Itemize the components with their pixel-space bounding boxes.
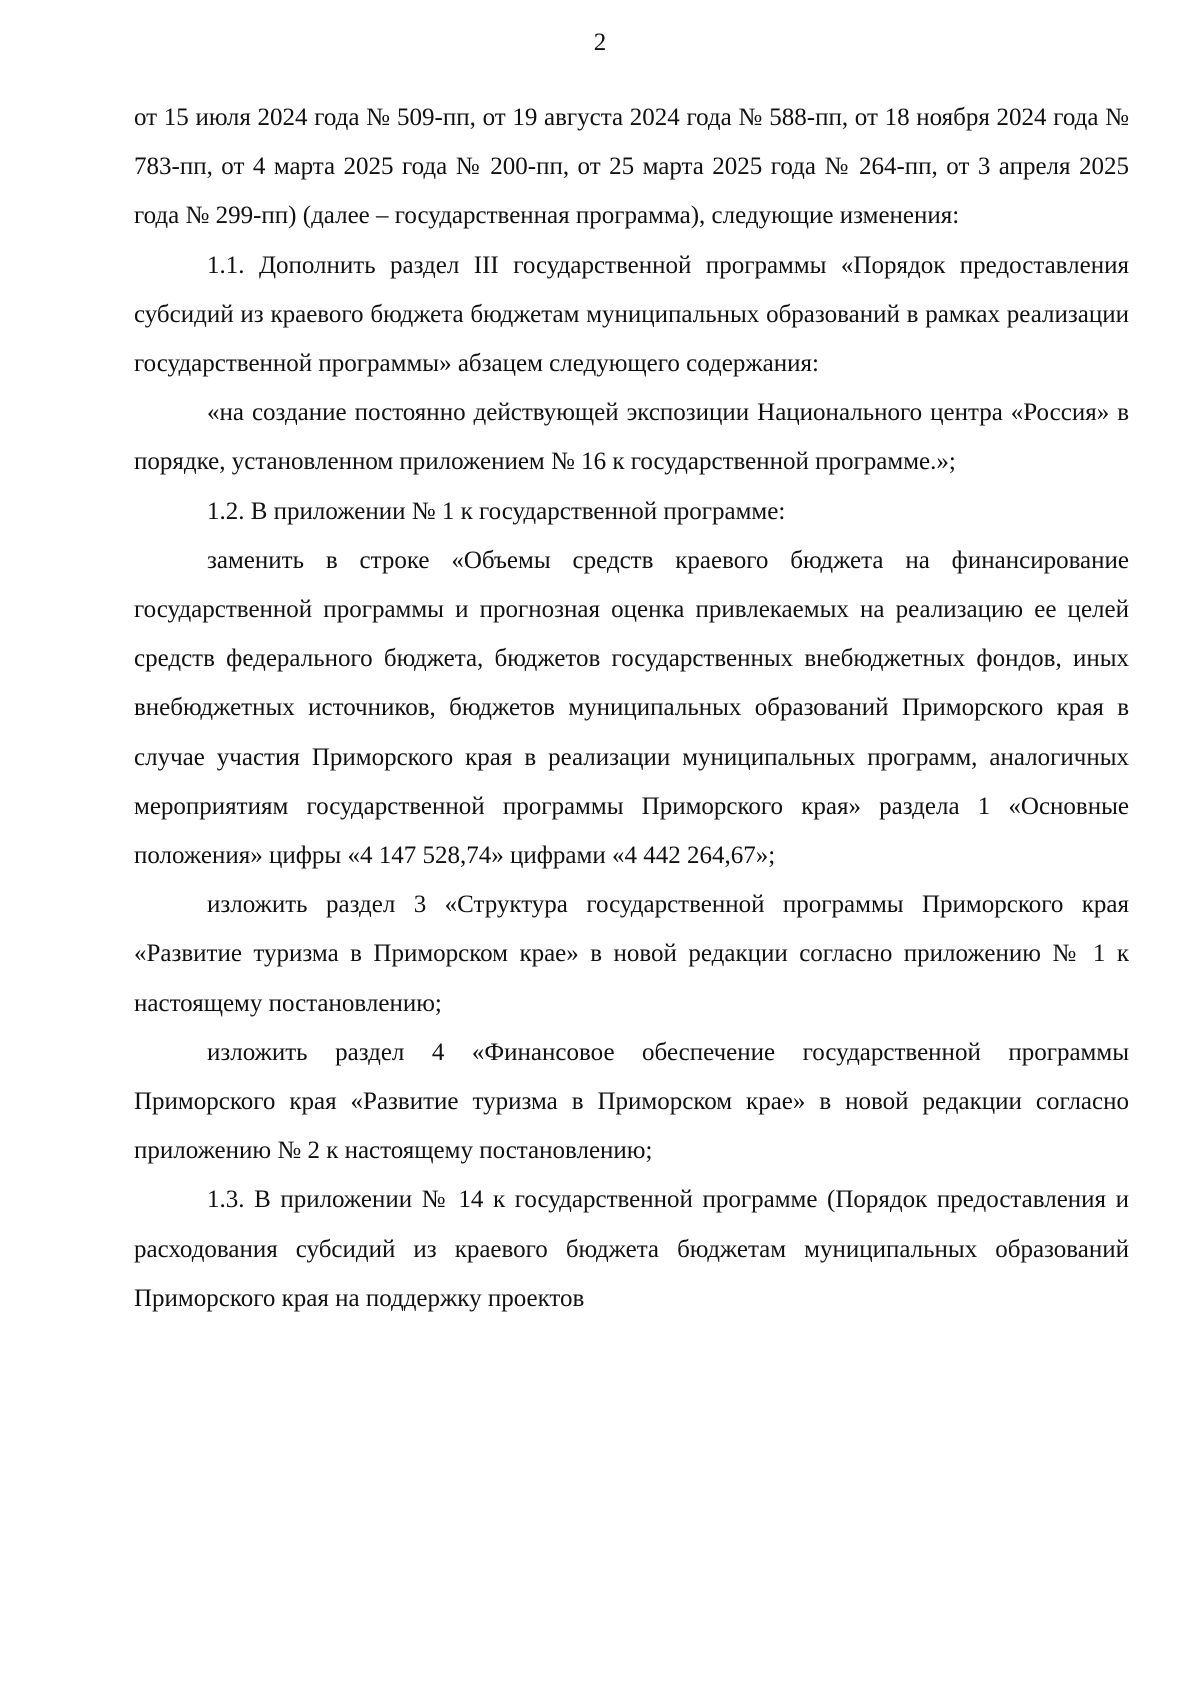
paragraph-replace-figures: заменить в строке «Объемы средств краевого бюджета на финансирование государственной программы и прогнозная оценка привлекаемых на реализацию ее целей средств федерального бюджета, бюджетов государственных внебюджетных фондов, иных внебюджетных источников, бюджетов муниципальных образований Приморского края в случае участия Приморского края в реализации муниципальных программ, аналогичных мероприятиям государственной программы Приморского края» раздела 1 «Основные положения» цифры «4 147 528,74» цифрами «4 442 264,67»; bbox=[134, 546, 1129, 870]
paragraph-quote-exposition: «на создание постоянно действующей экспозиции Национального центра «Россия» в порядке, установленном приложением № 16 к государственной программе.»; bbox=[134, 399, 1129, 476]
paragraph-continuation: от 15 июля 2024 года № 509-пп, от 19 августа 2024 года № 588-пп, от 18 ноября 2024 года № 783-пп, от 4 марта 2025 года № 200-пп, от 25 марта 2025 года № 264-пп, от 3 апреля 2025 года № 299-пп) (далее – государственная программа), следующие изменения: bbox=[134, 104, 1129, 230]
paragraph-section-3: изложить раздел 3 «Структура государственной программы Приморского края «Развитие туризма в Приморском крае» в новой редакции согласно приложению № 1 к настоящему постановлению; bbox=[134, 891, 1129, 1017]
paragraph-section-4: изложить раздел 4 «Финансовое обеспечение государственной программы Приморского края «Развитие туризма в Приморском крае» в новой редакции согласно приложению № 2 к настоящему постановлению; bbox=[134, 1038, 1129, 1165]
page-number: 2 bbox=[593, 29, 607, 56]
paragraph-item-1-2: 1.2. В приложении № 1 к государственной программе: bbox=[207, 497, 786, 525]
paragraph-item-1-1: 1.1. Дополнить раздел III государственной программы «Порядок предоставления субсидий из краевого бюджета бюджетам муниципальных образований в рамках реализации государственной программы» абзацем следующего содержания: bbox=[134, 251, 1129, 378]
paragraph-item-1-3: 1.3. В приложении № 14 к государственной программе (Порядок предоставления и расходования субсидий из краевого бюджета бюджетам муниципальных образований Приморского края на поддержку проектов bbox=[134, 1186, 1129, 1312]
document-body bbox=[134, 93, 1129, 1323]
